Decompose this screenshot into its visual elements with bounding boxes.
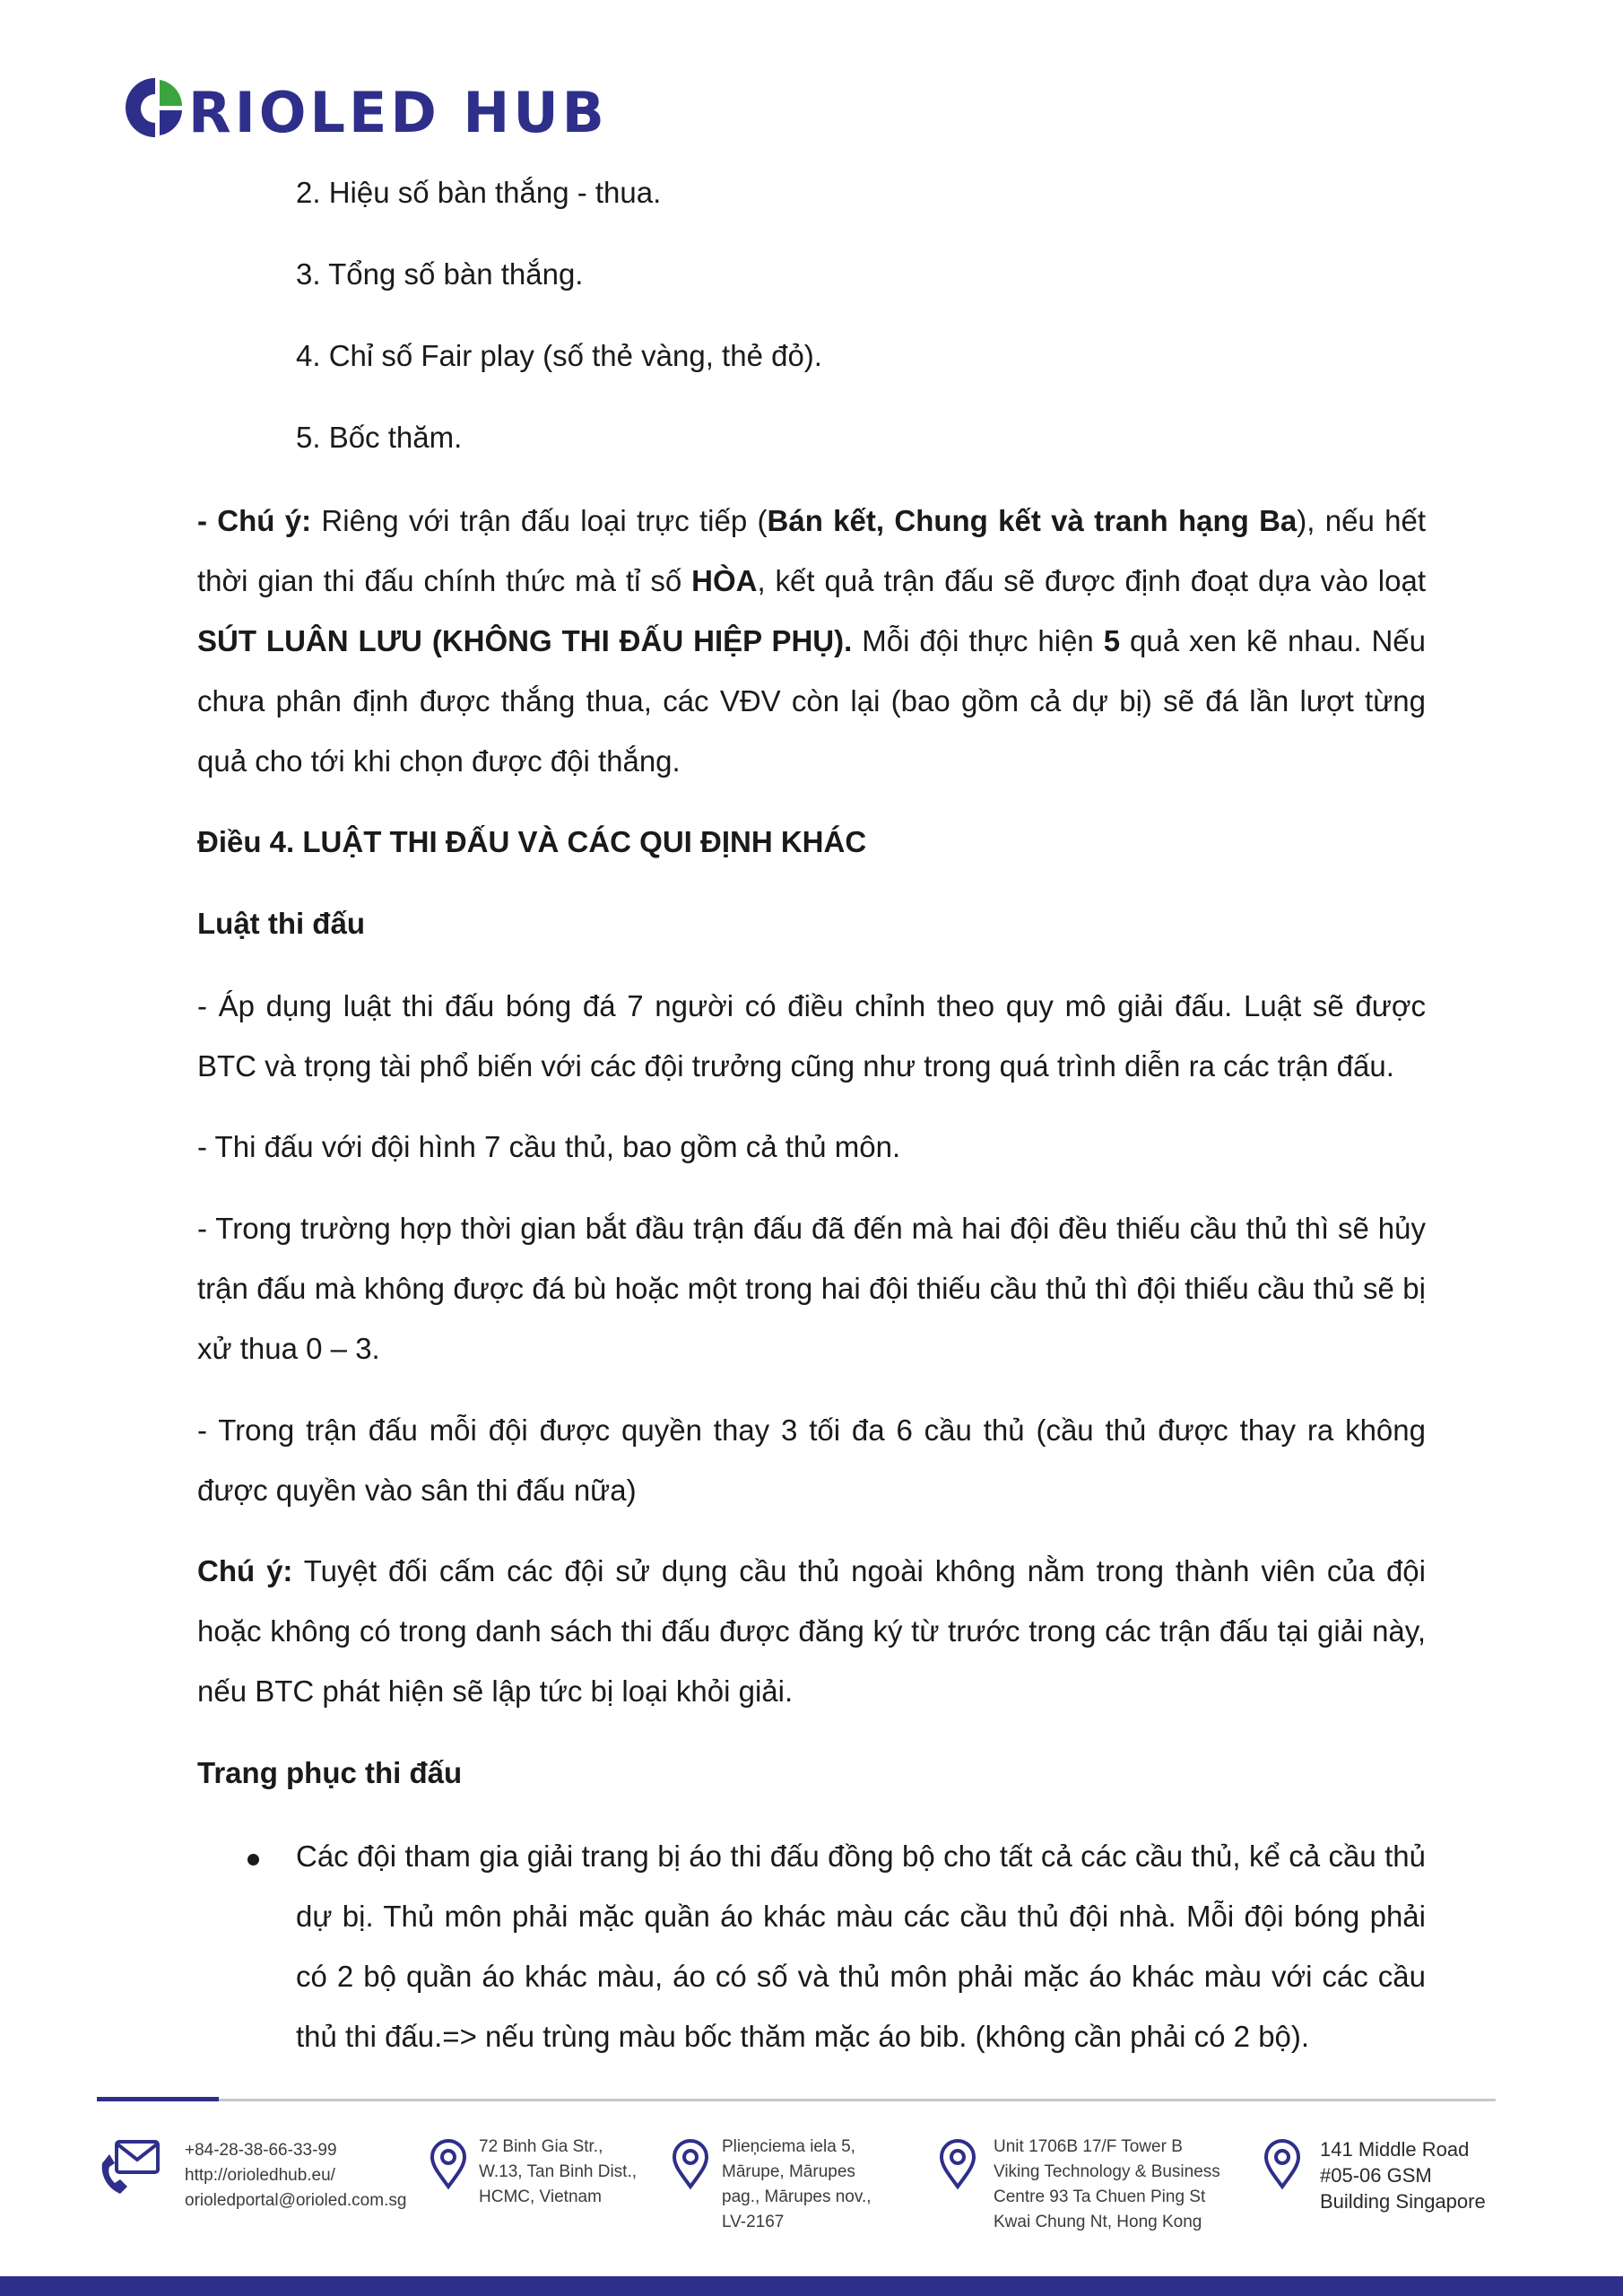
article-heading: Điều 4. LUẬT THI ĐẤU VÀ CÁC QUI ĐỊNH KHÁC xyxy=(197,825,867,858)
footer-divider xyxy=(219,2099,1496,2101)
note-outside-players: Chú ý: Tuyệt đối cấm các đội sử dụng cầu thủ ngoài không nằm trong thành viên của đội hoặc không có trong danh sách thi đấu được đăng ký từ trước trong các trận đấu tại giải này, nếu BTC phát hiện sẽ lập tức bị loại khỏi giải. xyxy=(197,1554,1426,1708)
criteria-item-5: 5. Bốc thăm. xyxy=(296,421,463,454)
note-penalty-shootout: - Chú ý: Riêng với trận đấu loại trực tiếp (Bán kết, Chung kết và tranh hạng Ba), nếu hết thời gian thi đấu chính thức mà tỉ số HÒA, kết quả trận đấu sẽ được định đoạt dựa vào loạt SÚT LUÂN LƯU (KHÔNG THI ĐẤU HIỆP PHỤ). Mỗi đội thực hiện 5 quả xen kẽ nhau. Nếu chưa phân định được thắng thua, các VĐV còn lại (bao gồm cả dự bị) sẽ đá lần lượt từng quả cho tới khi chọn được đội thắng. xyxy=(197,504,1426,778)
footer-contact xyxy=(185,2138,406,2213)
footer-website-link[interactable]: http://orioledhub.eu/ xyxy=(185,2166,335,2185)
footer-address-latvia: Plieņciema iela 5, Mārupe, Mārupes pag., Mārupes nov., LV-2167 xyxy=(722,2137,872,2231)
location-pin-icon xyxy=(1263,2138,1302,2190)
footer-address-vietnam: 72 Binh Gia Str., W.13, Tan Binh Dist., HCMC, Vietnam xyxy=(479,2137,638,2206)
rule-item-4: - Trong trận đấu mỗi đội được quyền thay 3 tối đa 6 cầu thủ (cầu thủ được thay ra không được quyền vào sân thi đấu nữa) xyxy=(197,1413,1426,1507)
footer-phone: +84-28-38-66-33-99 xyxy=(185,2141,337,2160)
footer-email-link[interactable]: orioledportal@orioled.com.sg xyxy=(185,2191,407,2210)
uniform-bullet-text: Các đội tham gia giải trang bị áo thi đấu đồng bộ cho tất cả các cầu thủ, kể cả cầu thủ dự bị. Thủ môn phải mặc quần áo khác màu các cầu thủ đội nhà. Mỗi đội bóng phải có 2 bộ quần áo khác màu, áo có số và thủ môn phải mặc áo khác màu với các cầu thủ thi đấu.=> nếu trùng màu bốc thăm mặc áo bib. (không cần phải có 2 bộ). xyxy=(296,1839,1426,2053)
location-pin-icon xyxy=(938,2138,977,2190)
contact-icon xyxy=(97,2136,161,2197)
bullet-icon xyxy=(247,1854,259,1866)
footer-divider-accent xyxy=(97,2097,219,2101)
criteria-item-3: 3. Tổng số bàn thắng. xyxy=(296,257,584,291)
subheading-uniform: Trang phục thi đấu xyxy=(197,1756,463,1789)
rule-item-3: - Trong trường hợp thời gian bắt đầu trận đấu đã đến mà hai đội đều thiếu cầu thủ thì sẽ hủy trận đấu mà không được đá bù hoặc một trong hai đội thiếu cầu thủ thì đội thiếu cầu thủ sẽ bị xử thua 0 – 3. xyxy=(197,1212,1426,1365)
note-label: - Chú ý: xyxy=(197,504,312,537)
location-pin-icon xyxy=(671,2138,710,2190)
footer-bar xyxy=(0,2276,1623,2296)
rule-item-1: - Áp dụng luật thi đấu bóng đá 7 người có điều chỉnh theo quy mô giải đấu. Luật sẽ được BTC và trọng tài phổ biến với các đội trưởng cũng như trong quá trình diễn ra các trận đấu. xyxy=(197,989,1426,1083)
subheading-rules: Luật thi đấu xyxy=(197,907,365,940)
orioled-logo-icon xyxy=(126,74,185,141)
footer-address-hongkong: Unit 1706B 17/F Tower B Viking Technology & Business Centre 93 Ta Chuen Ping St Kwai Chung Nt, Hong Kong xyxy=(994,2137,1220,2231)
footer-address-singapore: 141 Middle Road #05-06 GSM Building Singapore xyxy=(1320,2138,1486,2213)
rule-item-2: - Thi đấu với đội hình 7 cầu thủ, bao gồm cả thủ môn. xyxy=(197,1130,901,1163)
brand-name: RIOLED HUB xyxy=(188,80,608,145)
criteria-item-2: 2. Hiệu số bàn thắng - thua. xyxy=(296,176,662,209)
brand-logo xyxy=(126,72,608,144)
criteria-item-4: 4. Chỉ số Fair play (số thẻ vàng, thẻ đỏ). xyxy=(296,339,822,372)
location-pin-icon xyxy=(429,2138,468,2190)
